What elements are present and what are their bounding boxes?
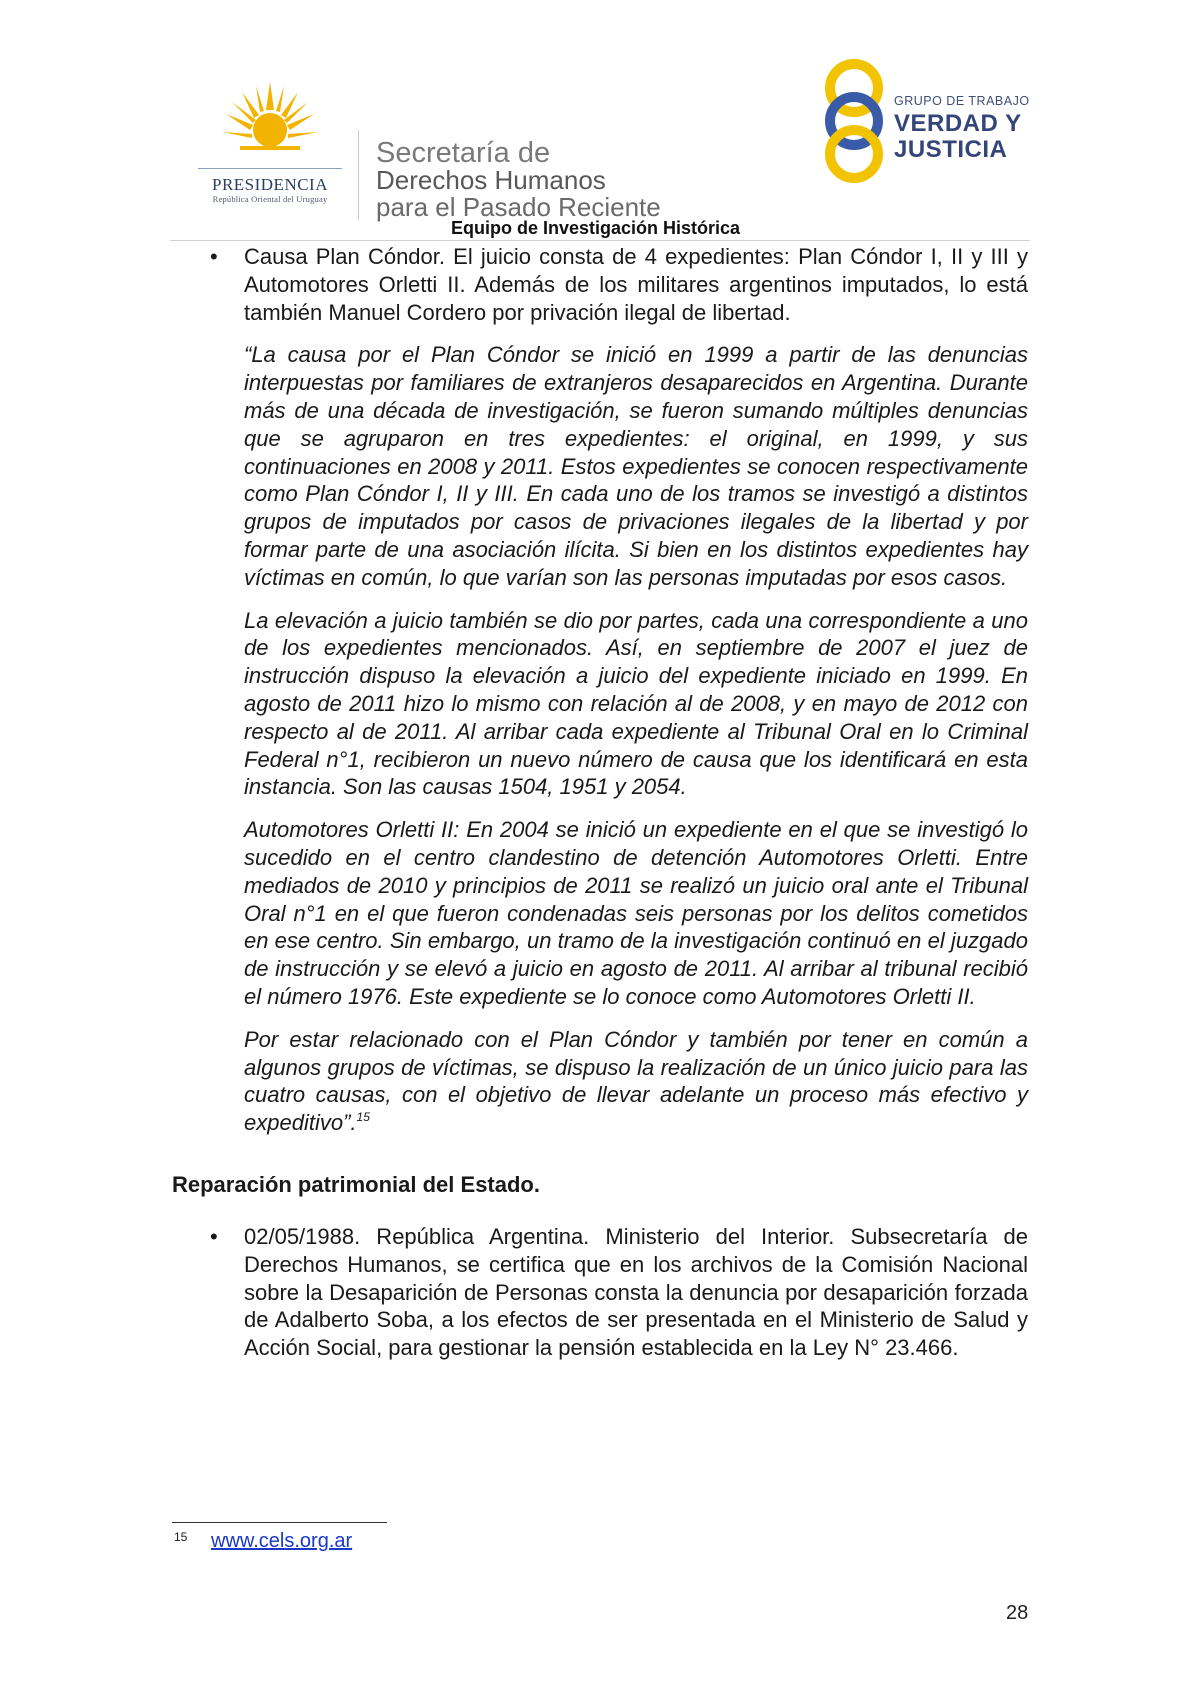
secretaria-line-1: Secretaría de (376, 137, 551, 169)
list-item (172, 243, 1028, 326)
presidencia-logo (190, 80, 350, 204)
footnote-separator (172, 1522, 387, 1523)
list-item (172, 1223, 1028, 1362)
secretaria-line-3: para el Pasado Reciente (376, 192, 661, 222)
header-rule (170, 240, 1030, 241)
presidencia-subtitle: República Oriental del Uruguay (212, 194, 328, 204)
secretaria-line-2: Derechos Humanos (376, 165, 606, 195)
quote-paragraph-2: La elevación a juicio también se dio por partes, cada una correspondiente a uno de los expedientes mencionados. Así, en septiembre de 2007 el juez de instrucción dispuso la elevación a juicio del expediente iniciado en 1999. En agosto de 2011 hizo lo mismo con relación al de 2008, y en mayo de 2012 con respecto al de 2011. Al arribar cada expediente al Tribunal Oral en lo Criminal Federal n°1, recibieron un nuevo número de causa que los identificará en esta instancia. Son las causas 1504, 1951 y 2054. (244, 607, 1028, 800)
presidencia-name: PRESIDENCIA (211, 175, 328, 194)
sun-emblem-icon (222, 80, 318, 166)
logo-divider (358, 130, 359, 220)
grupo-line-1: GRUPO DE TRABAJO (894, 94, 1030, 108)
letterhead (190, 50, 1050, 222)
secretaria-logo-text (376, 137, 661, 222)
paragraph-causa-plan-condor: Causa Plan Cóndor. El juicio consta de 4 expedientes: Plan Cóndor I, II y III y Automotores Orletti II. Además de los militares argentinos imputados, lo está también Manuel Cordero por privación ilegal de libertad. (244, 244, 1028, 325)
presidencia-rule (198, 168, 342, 169)
grupo-line-3: JUSTICIA (894, 136, 1008, 163)
section-heading: Reparación patrimonial del Estado. (172, 1171, 540, 1197)
quote-paragraph-4-text: Por estar relacionado con el Plan Cóndor y también por tener en común a algunos grupos de víctimas, se dispuso la realización de un único juicio para las cuatro causas, con el objetivo de llevar adelante un proceso más efectivo y expeditivo”. (244, 1026, 1028, 1136)
quote-paragraph-1: “La causa por el Plan Cóndor se inició en 1999 a partir de las denuncias interpuestas por familiares de extranjeros desaparecidos en Argentina. Durante más de una década de investigación, se fueron sumando múltiples denuncias que se agruparon en tres expedientes: el original, en 1999, y sus continuaciones en 2008 y 2011. Estos expedientes se conocen respectivamente como Plan Cóndor I, II y III. En cada uno de los tramos se investigó a distintos grupos de imputados por casos de privaciones ilegales de la libertad y por formar parte de una asociación ilícita. Si bien en los distintos expedientes hay víctimas en común, lo que varían son las personas imputadas por esos casos. (244, 342, 1028, 590)
team-title: Equipo de Investigación Histórica (450, 218, 741, 238)
footnote-number: 15 (174, 1530, 188, 1544)
interlocked-rings-icon (816, 58, 892, 184)
grupo-line-2: VERDAD Y (894, 110, 1022, 137)
bullet-icon: • (210, 244, 218, 269)
footnote-link[interactable]: www.cels.org.ar (211, 1530, 353, 1552)
quote-paragraph-3: Automotores Orletti II: En 2004 se inició un expediente en el que se investigó lo sucedido en el centro clandestino de detención Automotores Orletti. Entre mediados de 2010 y principios de 2011 se realizó un juicio oral ante el Tribunal Oral n°1 en el que fueron condenadas seis personas por los delitos cometidos en ese centro. Sin embargo, un tramo de la investigación continuó en el juzgado de instrucción y se elevó a juicio en agosto de 2011. Al arribar al tribunal recibió el número 1976. Este expediente se lo conoce como Automotores Orletti II. (244, 817, 1028, 1009)
main-content (172, 243, 1028, 1362)
quote-paragraph-4 (172, 1026, 1028, 1137)
paragraph-certificacion: 02/05/1988. República Argentina. Ministerio del Interior. Subsecretaría de Derechos Humanos, se certifica que en los archivos de la Comisión Nacional sobre la Desaparición de Personas consta la denuncia por desaparición forzada de Adalberto Soba, a los efectos de ser presentada en el Ministerio de Salud y Acción Social, para gestionar la pensión establecida en la Ley N° 23.466. (244, 1223, 1028, 1361)
page-number: 28 (1006, 1602, 1029, 1624)
footnote-reference[interactable]: 15 (356, 1110, 370, 1125)
bullet-icon: • (210, 1223, 218, 1249)
grupo-trabajo-logo (816, 58, 1066, 188)
